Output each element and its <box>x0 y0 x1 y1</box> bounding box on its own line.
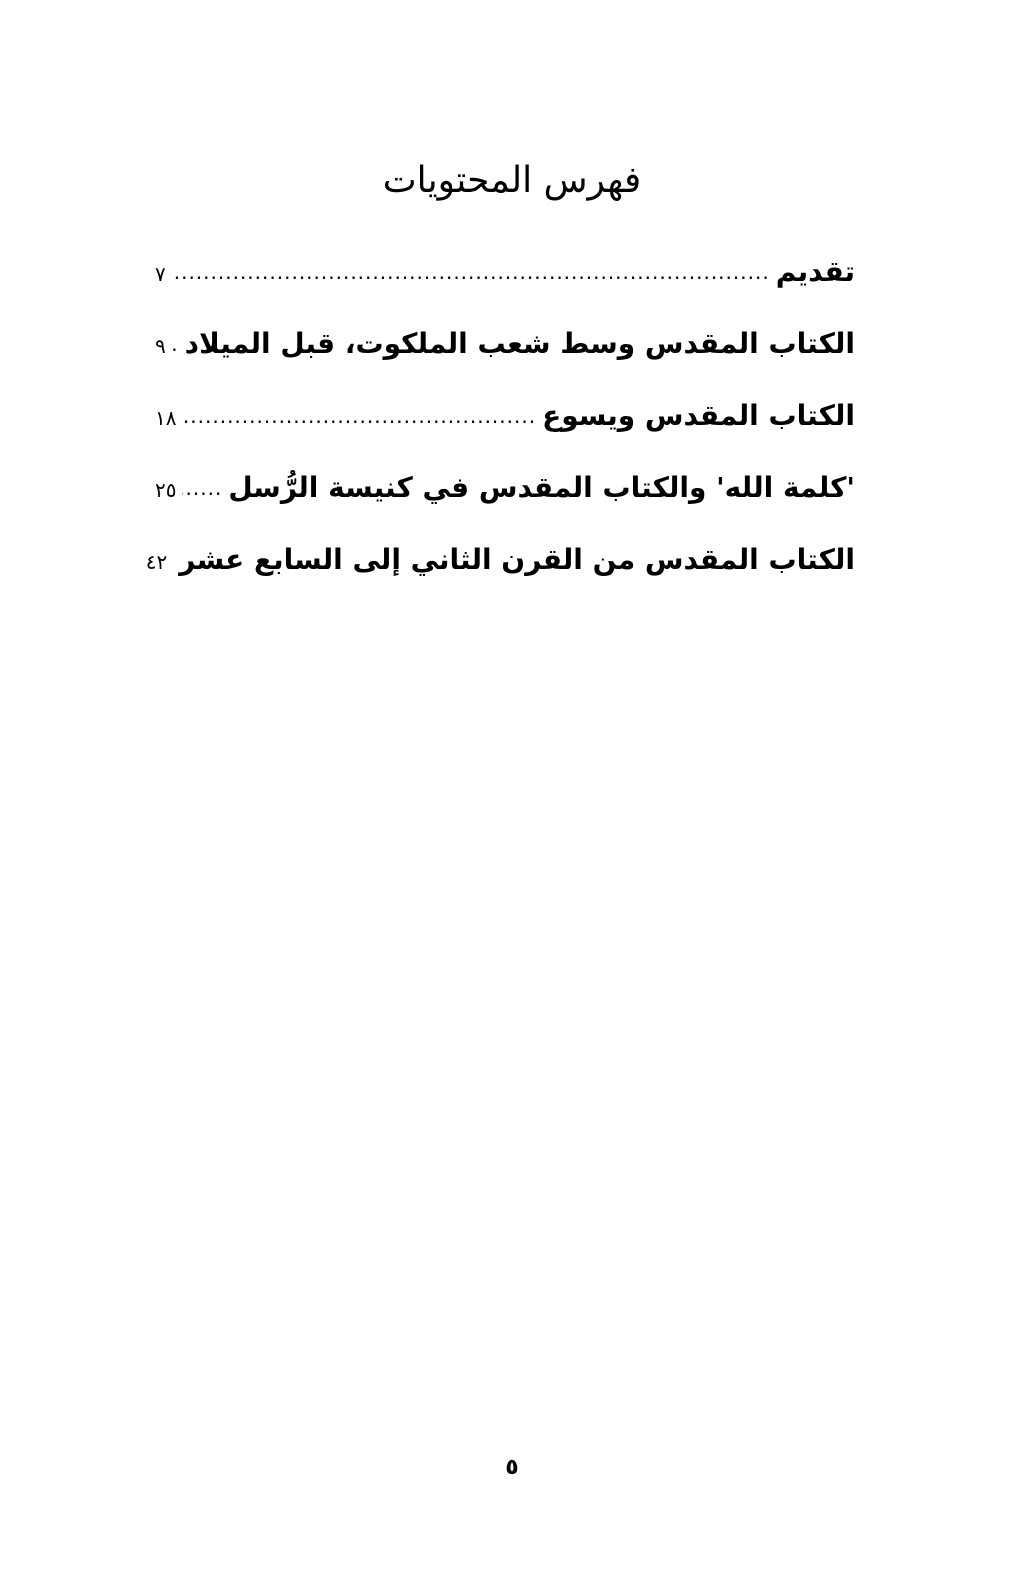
toc-entry-title: تقديم <box>775 255 855 288</box>
toc-entry-page: ٩ <box>155 334 166 358</box>
toc-entry[interactable] <box>155 255 855 327</box>
toc-entry-title: الكتاب المقدس ويسوع <box>542 399 855 432</box>
dot-leader <box>172 260 770 284</box>
dot-leader <box>172 332 179 356</box>
toc-entry[interactable] <box>155 399 855 471</box>
toc-entry[interactable] <box>155 327 855 399</box>
toc-entry-page: ٧ <box>155 262 166 286</box>
toc-heading: فهرس المحتويات <box>382 160 642 201</box>
page-number: ٥ <box>505 1455 519 1480</box>
toc-entry-page: ١٨ <box>155 406 177 430</box>
toc-list <box>145 255 855 615</box>
toc-entry[interactable] <box>155 471 855 543</box>
dot-leader <box>182 476 222 500</box>
toc-entry[interactable] <box>145 543 855 615</box>
toc-entry-title: 'كلمة الله' والكتاب المقدس في كنيسة الرُّسل <box>228 471 855 504</box>
toc-entry-page: ٢٥ <box>155 478 177 502</box>
toc-entry-page: ٤٢ <box>145 550 168 574</box>
toc-entry-title: الكتاب المقدس من القرن الثاني إلى السابع عشر <box>179 543 855 576</box>
toc-entry-title: الكتاب المقدس وسط شعب الملكوت، قبل الميلاد <box>184 327 855 360</box>
dot-leader <box>182 404 536 428</box>
